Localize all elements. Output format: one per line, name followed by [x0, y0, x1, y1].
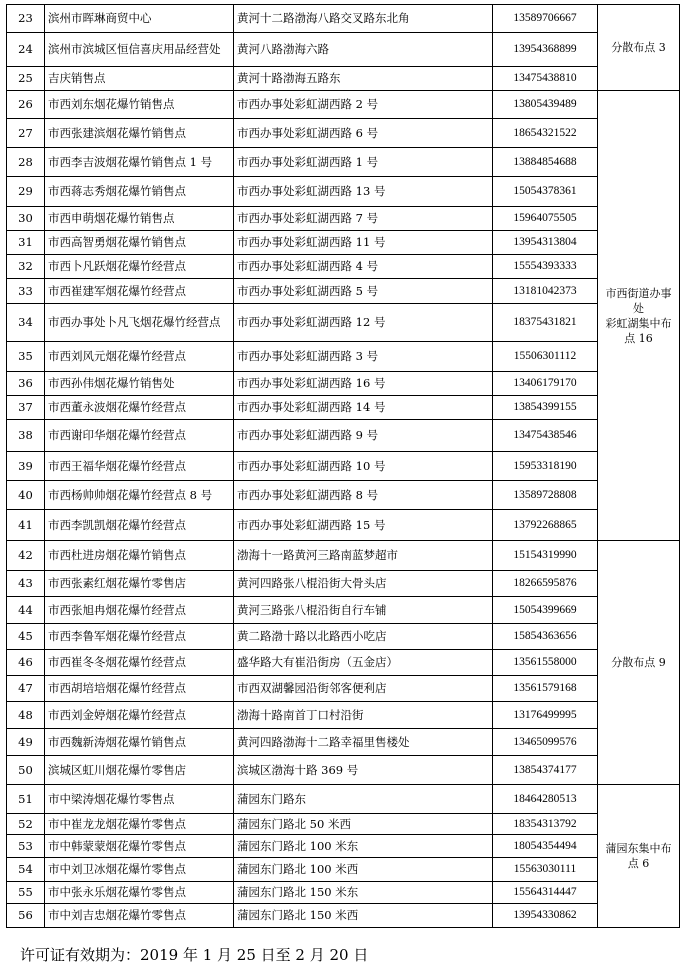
outlet-table: [6, 4, 680, 928]
outlet-name: 市西孙伟烟花爆竹销售处: [45, 372, 234, 396]
row-number: 30: [7, 207, 45, 231]
table-row: [7, 279, 680, 304]
row-number: 51: [7, 785, 45, 814]
outlet-name: 市中崔龙龙烟花爆竹零售点: [45, 814, 234, 835]
table-row: [7, 231, 680, 255]
row-number: 50: [7, 756, 45, 785]
outlet-name: 市西李鲁军烟花爆竹经营点: [45, 624, 234, 650]
outlet-address: 市西办事处彩虹湖西路 16 号: [234, 372, 493, 396]
outlet-phone: 15563030111: [493, 858, 598, 882]
outlet-name: 市西张素红烟花爆竹零售店: [45, 571, 234, 597]
outlet-phone: 13854374177: [493, 756, 598, 785]
outlet-name: 市西申萌烟花爆竹销售点: [45, 207, 234, 231]
outlet-phone: 15554393333: [493, 255, 598, 279]
row-number: 38: [7, 420, 45, 452]
outlet-name: 市西刘风元烟花爆竹经营点: [45, 342, 234, 372]
outlet-address: 黄河十路渤海五路东: [234, 67, 493, 91]
table-row: [7, 785, 680, 814]
outlet-name: 市中张永乐烟花爆竹零售点: [45, 882, 234, 904]
outlet-name: 市中刘吉忠烟花爆竹零售点: [45, 904, 234, 928]
outlet-phone: 13954313804: [493, 231, 598, 255]
outlet-phone: 13475438546: [493, 420, 598, 452]
row-number: 35: [7, 342, 45, 372]
outlet-name: 市中梁涛烟花爆竹零售点: [45, 785, 234, 814]
outlet-name: 市西李吉波烟花爆竹销售点 1 号: [45, 148, 234, 177]
outlet-phone: 13589706667: [493, 5, 598, 33]
outlet-address: 市西办事处彩虹湖西路 2 号: [234, 91, 493, 119]
row-number: 36: [7, 372, 45, 396]
outlet-address: 黄二路渤十路以北路西小吃店: [234, 624, 493, 650]
outlet-name: 市西董永波烟花爆竹经营点: [45, 396, 234, 420]
row-number: 40: [7, 481, 45, 510]
outlet-phone: 18375431821: [493, 304, 598, 342]
outlet-name: 市西崔建军烟花爆竹经营点: [45, 279, 234, 304]
outlet-name: 市西胡培培烟花爆竹经营点: [45, 676, 234, 702]
outlet-name: 市西张建滨烟花爆竹销售点: [45, 119, 234, 148]
table-row: [7, 814, 680, 835]
outlet-name: 市西蒋志秀烟花爆竹销售点: [45, 177, 234, 207]
outlet-phone: 13406179170: [493, 372, 598, 396]
outlet-address: 市西双湖馨园沿街邻客便利店: [234, 676, 493, 702]
outlet-phone: 13589728808: [493, 481, 598, 510]
row-number: 56: [7, 904, 45, 928]
table-row: [7, 541, 680, 571]
table-row: [7, 904, 680, 928]
outlet-address: 市西办事处彩虹湖西路 6 号: [234, 119, 493, 148]
outlet-name: 市西卜凡跃烟花爆竹经营点: [45, 255, 234, 279]
row-number: 55: [7, 882, 45, 904]
outlet-name: 市西崔冬冬烟花爆竹经营点: [45, 650, 234, 676]
row-number: 37: [7, 396, 45, 420]
table-row: [7, 342, 680, 372]
table-row: [7, 571, 680, 597]
outlet-phone: 15506301112: [493, 342, 598, 372]
outlet-phone: 15054399669: [493, 597, 598, 624]
group-label-line: 分散布点 3: [611, 41, 666, 54]
outlet-address: 市西办事处彩虹湖西路 11 号: [234, 231, 493, 255]
row-number: 26: [7, 91, 45, 119]
outlet-address: 市西办事处彩虹湖西路 3 号: [234, 342, 493, 372]
table-row: [7, 481, 680, 510]
row-number: 53: [7, 835, 45, 858]
outlet-phone: 13561558000: [493, 650, 598, 676]
outlet-phone: 15964075505: [493, 207, 598, 231]
table-row: [7, 119, 680, 148]
outlet-name: 市西张旭冉烟花爆竹经营点: [45, 597, 234, 624]
row-number: 34: [7, 304, 45, 342]
outlet-name: 市西办事处卜凡飞烟花爆竹经营点: [45, 304, 234, 342]
table-row: [7, 756, 680, 785]
row-number: 52: [7, 814, 45, 835]
table-row: [7, 91, 680, 119]
outlet-address: 蒲园东门路北 100 米西: [234, 858, 493, 882]
outlet-phone: 15564314447: [493, 882, 598, 904]
table-row: [7, 5, 680, 33]
outlet-address: 蒲园东门路东: [234, 785, 493, 814]
outlet-name: 市西刘金婷烟花爆竹经营点: [45, 702, 234, 729]
outlet-phone: 13954330862: [493, 904, 598, 928]
outlet-address: 市西办事处彩虹湖西路 7 号: [234, 207, 493, 231]
outlet-address: 市西办事处彩虹湖西路 5 号: [234, 279, 493, 304]
table-row: [7, 255, 680, 279]
outlet-phone: 13954368899: [493, 33, 598, 67]
outlet-phone: 13854399155: [493, 396, 598, 420]
row-number: 43: [7, 571, 45, 597]
outlet-address: 黄河三路张八棍沿街自行车铺: [234, 597, 493, 624]
table-row: [7, 396, 680, 420]
outlet-phone: 18266595876: [493, 571, 598, 597]
outlet-name: 市中韩蒙蒙烟花爆竹零售点: [45, 835, 234, 858]
outlet-address: 蒲园东门路北 150 米西: [234, 904, 493, 928]
outlet-address: 市西办事处彩虹湖西路 14 号: [234, 396, 493, 420]
row-number: 24: [7, 33, 45, 67]
layout-group: [598, 91, 680, 541]
outlet-address: 渤海十一路黄河三路南蓝梦超市: [234, 541, 493, 571]
outlet-name: 市西谢印华烟花爆竹经营点: [45, 420, 234, 452]
row-number: 48: [7, 702, 45, 729]
outlet-address: 黄河十二路渤海八路交叉路东北角: [234, 5, 493, 33]
group-label-line: 彩虹湖集中布点 16: [605, 316, 672, 345]
outlet-address: 市西办事处彩虹湖西路 1 号: [234, 148, 493, 177]
outlet-name: 市西刘东烟花爆竹销售点: [45, 91, 234, 119]
outlet-address: 蒲园东门路北 150 米东: [234, 882, 493, 904]
outlet-address: 市西办事处彩虹湖西路 9 号: [234, 420, 493, 452]
outlet-address: 市西办事处彩虹湖西路 12 号: [234, 304, 493, 342]
row-number: 42: [7, 541, 45, 571]
outlet-phone: 15054378361: [493, 177, 598, 207]
table-row: [7, 676, 680, 702]
row-number: 47: [7, 676, 45, 702]
outlet-phone: 13805439489: [493, 91, 598, 119]
layout-group: [598, 785, 680, 928]
table-row: [7, 858, 680, 882]
outlet-address: 黄河四路渤海十二路幸福里售楼处: [234, 729, 493, 756]
outlet-phone: 15854363656: [493, 624, 598, 650]
outlet-name: 市中刘卫冰烟花爆竹零售点: [45, 858, 234, 882]
row-number: 28: [7, 148, 45, 177]
group-label-line: 点 6: [627, 857, 650, 870]
row-number: 31: [7, 231, 45, 255]
outlet-name: 吉庆销售点: [45, 67, 234, 91]
outlet-phone: 13792268865: [493, 510, 598, 541]
outlet-phone: 18054354494: [493, 835, 598, 858]
outlet-address: 蒲园东门路北 50 米西: [234, 814, 493, 835]
row-number: 23: [7, 5, 45, 33]
table-row: [7, 33, 680, 67]
table-row: [7, 702, 680, 729]
table-row: [7, 650, 680, 676]
table-row: [7, 207, 680, 231]
table-row: [7, 177, 680, 207]
row-number: 39: [7, 452, 45, 481]
outlet-phone: 13475438810: [493, 67, 598, 91]
outlet-address: 蒲园东门路北 100 米东: [234, 835, 493, 858]
table-row: [7, 420, 680, 452]
outlet-phone: 15953318190: [493, 452, 598, 481]
outlet-phone: 15154319990: [493, 541, 598, 571]
outlet-name: 市西王福华烟花爆竹经营点: [45, 452, 234, 481]
outlet-phone: 13181042373: [493, 279, 598, 304]
table-row: [7, 835, 680, 858]
row-number: 45: [7, 624, 45, 650]
row-number: 49: [7, 729, 45, 756]
table-row: [7, 729, 680, 756]
table-row: [7, 452, 680, 481]
outlet-address: 盛华路大有崔沿街房（五金店）: [234, 650, 493, 676]
outlet-name: 市西魏新涛烟花爆竹销售点: [45, 729, 234, 756]
row-number: 32: [7, 255, 45, 279]
row-number: 25: [7, 67, 45, 91]
outlet-address: 滨城区渤海十路 369 号: [234, 756, 493, 785]
outlet-phone: 13884854688: [493, 148, 598, 177]
outlet-phone: 18654321522: [493, 119, 598, 148]
outlet-phone: 13465099576: [493, 729, 598, 756]
outlet-phone: 13176499995: [493, 702, 598, 729]
outlet-name: 市西高智勇烟花爆竹销售点: [45, 231, 234, 255]
layout-group: [598, 541, 680, 785]
row-number: 33: [7, 279, 45, 304]
table-row: [7, 372, 680, 396]
outlet-name: 滨州市滨城区恒信喜庆用品经营处: [45, 33, 234, 67]
row-number: 41: [7, 510, 45, 541]
table-row: [7, 304, 680, 342]
row-number: 29: [7, 177, 45, 207]
outlet-phone: 18354313792: [493, 814, 598, 835]
outlet-address: 市西办事处彩虹湖西路 8 号: [234, 481, 493, 510]
outlet-address: 黄河四路张八棍沿街大骨头店: [234, 571, 493, 597]
row-number: 27: [7, 119, 45, 148]
table-row: [7, 597, 680, 624]
outlet-address: 市西办事处彩虹湖西路 10 号: [234, 452, 493, 481]
outlet-address: 黄河八路渤海六路: [234, 33, 493, 67]
outlet-name: 市西李凯凯烟花爆竹经营点: [45, 510, 234, 541]
table-row: [7, 67, 680, 91]
outlet-name: 市西杨帅帅烟花爆竹经营点 8 号: [45, 481, 234, 510]
table-row: [7, 882, 680, 904]
outlet-address: 渤海十路南首丁口村沿街: [234, 702, 493, 729]
outlet-name: 滨州市晖琳商贸中心: [45, 5, 234, 33]
table-row: [7, 624, 680, 650]
table-row: [7, 148, 680, 177]
outlet-phone: 18464280513: [493, 785, 598, 814]
group-label-line: 蒲园东集中布: [605, 842, 672, 855]
outlet-name: 滨城区虹川烟花爆竹零售店: [45, 756, 234, 785]
outlet-address: 市西办事处彩虹湖西路 4 号: [234, 255, 493, 279]
row-number: 44: [7, 597, 45, 624]
row-number: 54: [7, 858, 45, 882]
outlet-address: 市西办事处彩虹湖西路 13 号: [234, 177, 493, 207]
layout-group: [598, 5, 680, 91]
group-label-line: 分散布点 9: [611, 656, 666, 669]
row-number: 46: [7, 650, 45, 676]
outlet-phone: 13561579168: [493, 676, 598, 702]
outlet-address: 市西办事处彩虹湖西路 15 号: [234, 510, 493, 541]
license-validity-note: 许可证有效期为：2019 年 1 月 25 日至 2 月 20 日: [20, 946, 369, 964]
outlet-name: 市西杜进房烟花爆竹销售点: [45, 541, 234, 571]
group-label-line: 市西街道办事处: [605, 286, 672, 315]
table-row: [7, 510, 680, 541]
